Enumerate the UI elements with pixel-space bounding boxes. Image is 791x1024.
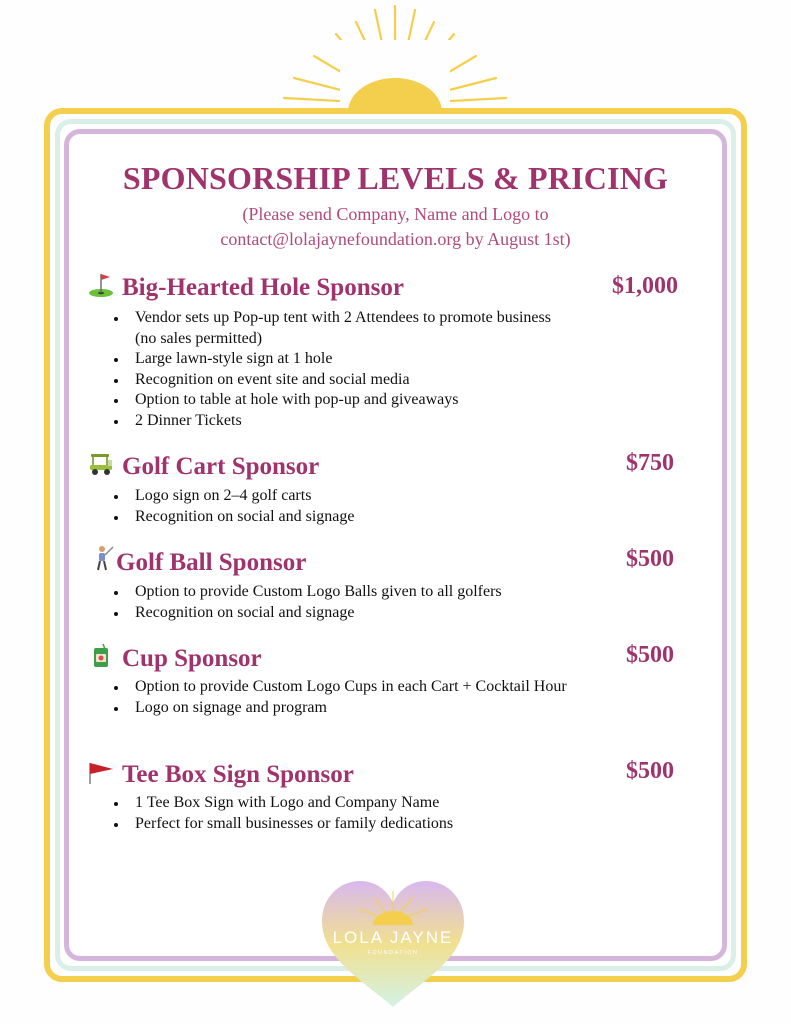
benefit-item: 2 Dinner Tickets	[112, 411, 572, 432]
benefit-item: Logo sign on 2–4 golf carts	[112, 486, 572, 507]
sun-decoration	[270, 0, 520, 112]
level-price: $1,000	[612, 273, 678, 299]
logo-name: LOLA JAYNE	[332, 928, 454, 947]
page-title: SPONSORSHIP LEVELS & PRICING	[122, 160, 669, 196]
logo-tagline: FOUNDATION	[367, 950, 419, 956]
benefit-item: Vendor sets up Pop-up tent with 2 Attendees to promote business (no sales permitted)	[112, 308, 572, 349]
level-price: $500	[626, 546, 674, 572]
benefit-item: 1 Tee Box Sign with Logo and Company Name	[112, 793, 572, 814]
level-price: $750	[626, 450, 674, 476]
benefit-item: Option to table at hole with pop-up and giveaways	[112, 390, 572, 411]
benefit-item: Option to provide Custom Logo Balls given to all golfers	[112, 582, 572, 603]
triangular-flag-icon	[88, 760, 114, 786]
benefit-item: Large lawn-style sign at 1 hole	[112, 349, 572, 370]
foundation-logo	[318, 877, 468, 1009]
benefit-item: Recognition on event site and social media	[112, 370, 572, 391]
level-name: Golf Cart Sponsor	[122, 453, 320, 480]
benefit-list	[112, 308, 572, 431]
level-name: Cup Sponsor	[122, 645, 262, 672]
benefit-item: Option to provide Custom Logo Cups in each Cart + Cocktail Hour	[112, 677, 572, 698]
subtitle-line-2: contact@lolajaynefoundation.org by August 1st)	[220, 229, 571, 249]
golf-flag-icon	[88, 272, 114, 298]
benefit-item: Logo on signage and program	[112, 698, 572, 719]
level-price: $500	[626, 642, 674, 668]
level-name: Big-Hearted Hole Sponsor	[122, 274, 404, 301]
benefit-item: Perfect for small businesses or family dedications	[112, 814, 572, 835]
benefit-item: Recognition on social and signage	[112, 603, 572, 624]
benefit-list	[112, 582, 572, 623]
level-price: $500	[626, 758, 674, 784]
page-subtitle	[0, 202, 791, 252]
golf-cart-icon	[88, 451, 114, 477]
benefit-list	[112, 486, 572, 527]
level-name: Golf Ball Sponsor	[116, 549, 307, 576]
benefit-list	[112, 677, 572, 718]
level-name: Tee Box Sign Sponsor	[122, 761, 354, 788]
inner-frame	[64, 129, 727, 961]
golfer-icon	[90, 545, 116, 571]
benefit-list	[112, 793, 572, 834]
benefit-item: Recognition on social and signage	[112, 507, 572, 528]
subtitle-line-1: (Please send Company, Name and Logo to	[242, 204, 549, 224]
juice-box-icon	[88, 643, 114, 669]
